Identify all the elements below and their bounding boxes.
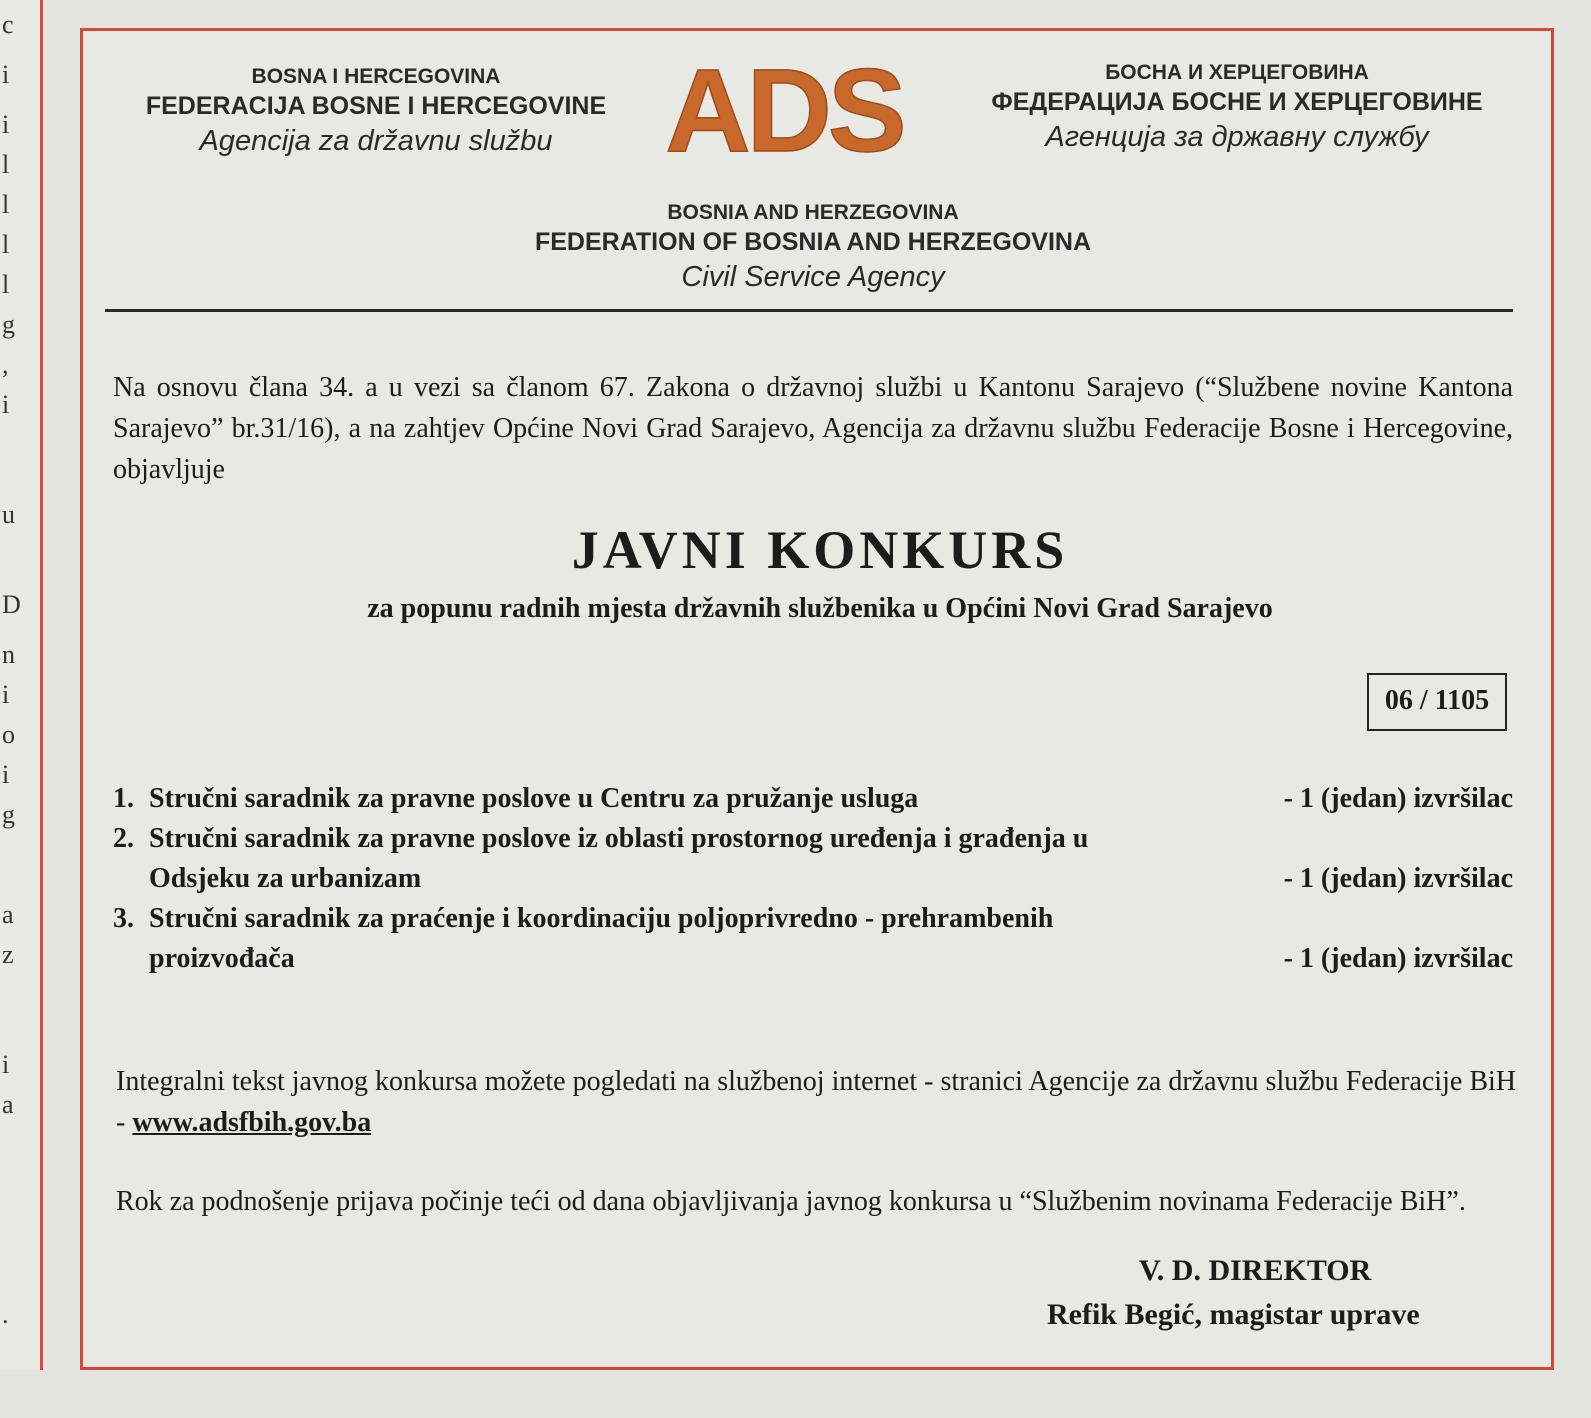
position-list xyxy=(113,779,1513,979)
margin-letter: u xyxy=(2,500,15,529)
job-announcement xyxy=(80,28,1554,1370)
website-link[interactable]: www.adsfbih.gov.ba xyxy=(132,1107,372,1138)
signatory-title: V. D. DIREKTOR xyxy=(1139,1254,1372,1287)
margin-letter: l xyxy=(2,190,10,219)
agency-name-cyrillic: Агенција за државну службу xyxy=(1045,121,1429,153)
margin-letter: i xyxy=(2,60,10,89)
margin-letter: i xyxy=(2,680,10,709)
position-title: Stručni saradnik za pravne poslove iz oblasti prostornog uređenja i građenja u Odsjeku za urbanizam xyxy=(149,823,1089,894)
country-name: BOSNA I HERCEGOVINA xyxy=(251,65,501,88)
margin-letter: o xyxy=(2,720,15,749)
margin-letter: D xyxy=(2,590,21,619)
list-item xyxy=(113,819,1513,899)
agency-name-english: Civil Service Agency xyxy=(681,261,945,293)
margin-letter: g xyxy=(2,310,15,339)
list-item xyxy=(113,779,1513,819)
margin-letter: l xyxy=(2,150,10,179)
federation-name-english: FEDERATION OF BOSNIA AND HERZEGOVINA xyxy=(534,228,1092,256)
signatory-name: Refik Begić, magistar uprave xyxy=(1047,1298,1420,1331)
margin-letter: . xyxy=(2,1300,9,1329)
federation-name: FEDERACIJA BOSNE I HERCEGOVINE xyxy=(145,92,607,120)
margin-letter: i xyxy=(2,110,10,139)
country-name-cyrillic: БОСНА И ХЕРЦЕГОВИНА xyxy=(1105,61,1369,84)
logo-text: ADS xyxy=(665,53,903,163)
signature-block xyxy=(983,1249,1543,1337)
margin-letter: z xyxy=(2,940,14,969)
margin-letter: i xyxy=(2,1050,10,1079)
country-name-english: BOSNIA AND HERZEGOVINA xyxy=(667,201,959,224)
announcement-title: JAVNI KONKURS xyxy=(571,520,1069,580)
announcement-subtitle: za popunu radnih mjesta državnih službenika u Općini Novi Grad Sarajevo xyxy=(367,593,1273,624)
margin-letter: i xyxy=(2,390,10,419)
list-item xyxy=(113,899,1513,979)
margin-letter: l xyxy=(2,230,10,259)
margin-letter: a xyxy=(2,1090,14,1119)
header-divider xyxy=(105,309,1513,312)
position-number: 2. xyxy=(113,823,134,854)
federation-name-cyrillic: ФЕДЕРАЦИЈА БОСНЕ И ХЕРЦЕГОВИНЕ xyxy=(991,88,1483,116)
agency-name: Agencija za državnu službu xyxy=(199,125,553,157)
margin-letter: n xyxy=(2,640,15,669)
position-title: Stručni saradnik za pravne poslove u Centru za pružanje usluga xyxy=(149,783,919,814)
position-count: - 1 (jedan) izvršilac xyxy=(1283,863,1513,894)
margin-letter: c xyxy=(2,10,14,39)
header-latin xyxy=(111,63,641,160)
info-paragraph xyxy=(116,1061,1516,1143)
adjacent-column-fragment xyxy=(0,0,43,1370)
ads-logo xyxy=(659,53,909,163)
header-english xyxy=(463,199,1163,296)
position-count: - 1 (jedan) izvršilac xyxy=(1283,783,1513,814)
header-cyrillic xyxy=(947,59,1527,156)
margin-letter: l xyxy=(2,270,10,299)
margin-letter: a xyxy=(2,900,14,929)
deadline-paragraph: Rok za podnošenje prijava počinje teći od dana objavljivanja javnog konkursa u “Službenim novinama Federacije BiH”. xyxy=(116,1186,1466,1217)
position-title: Stručni saradnik za praćenje i koordinaciju poljoprivredno - prehrambenih proizvođača xyxy=(149,903,1054,974)
info-text: Integralni tekst javnog konkursa možete pogledati na službenoj internet - stranici Agencije za državnu službu Federacije BiH - xyxy=(116,1066,1516,1138)
margin-letter: g xyxy=(2,800,15,829)
position-count: - 1 (jedan) izvršilac xyxy=(1283,943,1513,974)
reference-number: 06 / 1105 xyxy=(1367,673,1507,731)
intro-paragraph: Na osnovu člana 34. a u vezi sa članom 67. Zakona o državnoj službi u Kantonu Sarajevo (“Službene novine Kantona Sarajevo” br.31/16), a na zahtjev Općine Novi Grad Sarajevo, Agencija za državnu službu Federacije Bosne i Hercegovine, objavljuje xyxy=(113,372,1513,485)
margin-letter: i xyxy=(2,760,10,789)
margin-letter: , xyxy=(2,350,9,379)
position-number: 3. xyxy=(113,903,134,934)
position-number: 1. xyxy=(113,783,134,814)
